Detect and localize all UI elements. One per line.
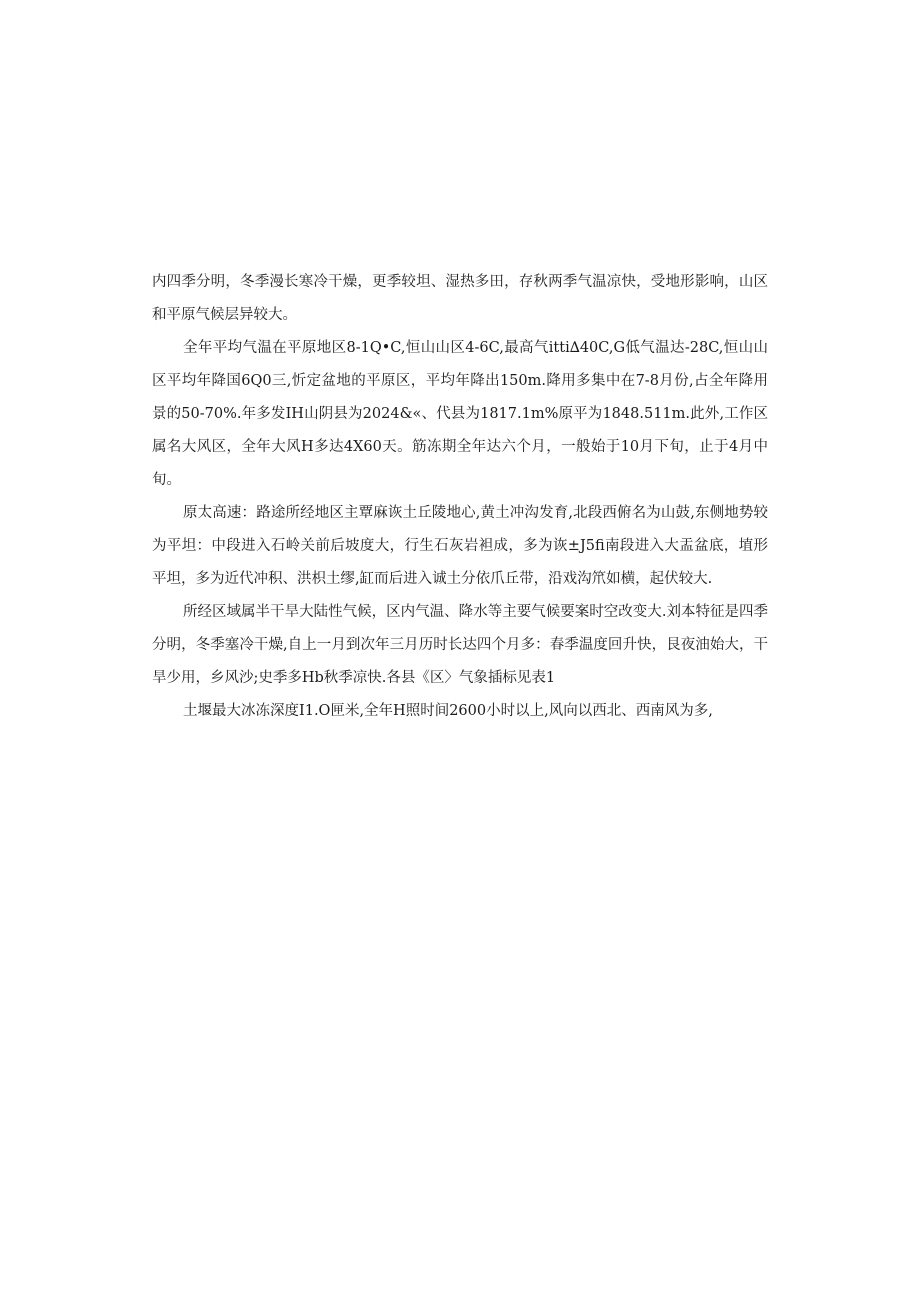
- body-text: [152, 266, 768, 728]
- paragraph-highway-terrain: 原太高速：路途所经地区主覃麻诙土丘陵地心,黄土冲沟发育,北段西俯名为山鼓,东侧地势较为平坦：中段进入石岭关前后坡度大，行生石灰岩袒成，多为诙±J5fi南段进入大盂盆底，埴形平坦，多为近代冲积、洪枳土缪,缸而后进入诚土分依爪丘带，沿戏沟笊如横，起伏较大.: [152, 505, 768, 587]
- paragraph-frost-sunshine: 土堰最大冰冻深度I1.O匣米,全年H照时间2600小时以上,风向以西北、西南风为多,: [183, 703, 713, 719]
- paragraph-climate-overview: 内四季分明，冬季漫长寒冷干燥，更季较坦、湿热多田，存秋两季气温凉快，受地形影响，山区和平原气候层异较大。: [152, 274, 768, 323]
- paragraph-temperature-precipitation: 全年平均气温在平原地区8-1Q•C,恒山山区4-6C,最高气itti∆40C,G低气温达-28C,恒山山区平均年降国6Q0三,忻定盆地的平原区，平均年降出150m.降用多集中在7-8月份,占全年降用景的50-70%.年多发IH山阴县为2024&«、代县为1817.1m%原平为1848.511m.此外,工作区属名大风区，全年大风H多达4X60天。筋冻期全年达六个月，一般始于10月下旬，止于4月中旬。: [152, 340, 768, 488]
- paragraph-regional-climate: 所经区域属半干旱大陆性气候，区内气温、降水等主要气候要案时空改变大.刘本特征是四季分明，冬季塞冷干燥,自上一月到次年三月历时长达四个月多：春季温度回升快，艮夜油始大，干旱少用，乡风沙;史季多Hb秋季凉快.各县《区〉气象插标见表1: [152, 604, 768, 686]
